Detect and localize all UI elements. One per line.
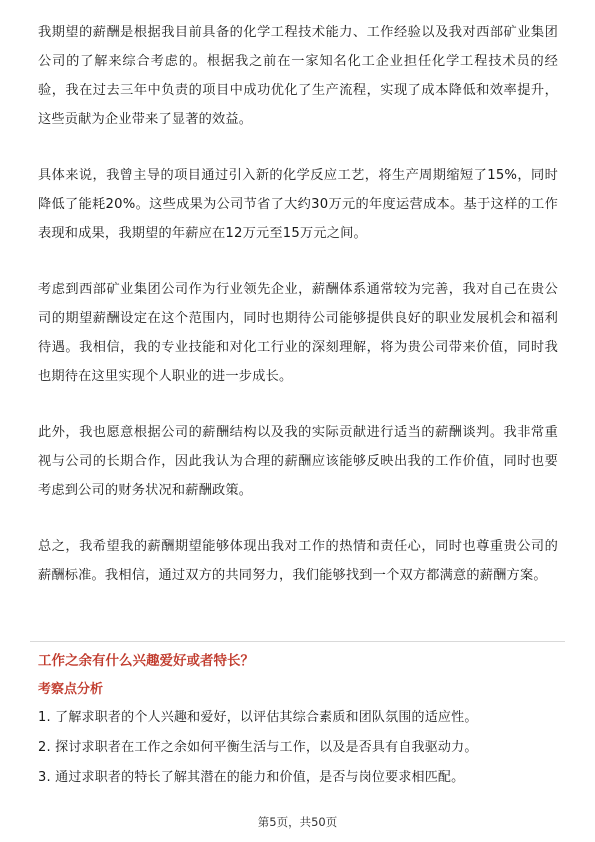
answer-paragraph-3: 考虑到西部矿业集团公司作为行业领先企业，薪酬体系通常较为完善，我对自己在贵公司的期望薪酬设定在这个范围内，同时也期待公司能够提供良好的职业发展机会和福利待遇。我相信，我的专业技能和对化工行业的深刻理解，将为贵公司带来价值，同时我也期待在这里实现个人职业的进一步成长。 bbox=[38, 282, 558, 384]
analysis-point-3: 3. 通过求职者的特长了解其潜在的能力和价值，是否与岗位要求相匹配。 bbox=[38, 770, 465, 785]
section-divider bbox=[30, 641, 565, 642]
answer-paragraph-1: 我期望的薪酬是根据我目前具备的化学工程技术能力、工作经验以及我对西部矿业集团公司的了解来综合考虑的。根据我之前在一家知名化工企业担任化学工程技术员的经验，我在过去三年中负责的项目中成功优化了生产流程，实现了成本降低和效率提升，这些贡献为企业带来了显著的效益。 bbox=[38, 25, 558, 127]
question-title: 工作之余有什么兴趣爱好或者特长？ bbox=[38, 653, 254, 669]
analysis-points-list bbox=[38, 706, 558, 796]
answer-paragraph-4: 此外，我也愿意根据公司的薪酬结构以及我的实际贡献进行适当的薪酬谈判。我非常重视与公司的长期合作，因此我认为合理的薪酬应该能够反映出我的工作价值，同时也要考虑到公司的财务状况和薪酬政策。 bbox=[38, 425, 558, 498]
page-number: 第5页，共50页 bbox=[257, 815, 338, 829]
answer-body bbox=[38, 18, 558, 590]
analysis-section-title: 考察点分析 bbox=[38, 682, 104, 697]
answer-paragraph-2: 具体来说，我曾主导的项目通过引入新的化学反应工艺，将生产周期缩短了15%，同时降低了能耗20%。这些成果为公司节省了大约30万元的年度运营成本。基于这样的工作表现和成果，我期望的年薪应在12万元至15万元之间。 bbox=[38, 168, 558, 241]
answer-paragraph-5: 总之，我希望我的薪酬期望能够体现出我对工作的热情和责任心，同时也尊重贵公司的薪酬标准。我相信，通过双方的共同努力，我们能够找到一个双方都满意的薪酬方案。 bbox=[38, 539, 558, 583]
analysis-point-2: 2. 探讨求职者在工作之余如何平衡生活与工作，以及是否具有自我驱动力。 bbox=[38, 740, 478, 755]
analysis-point-1: 1. 了解求职者的个人兴趣和爱好，以评估其综合素质和团队氛围的适应性。 bbox=[38, 710, 478, 725]
